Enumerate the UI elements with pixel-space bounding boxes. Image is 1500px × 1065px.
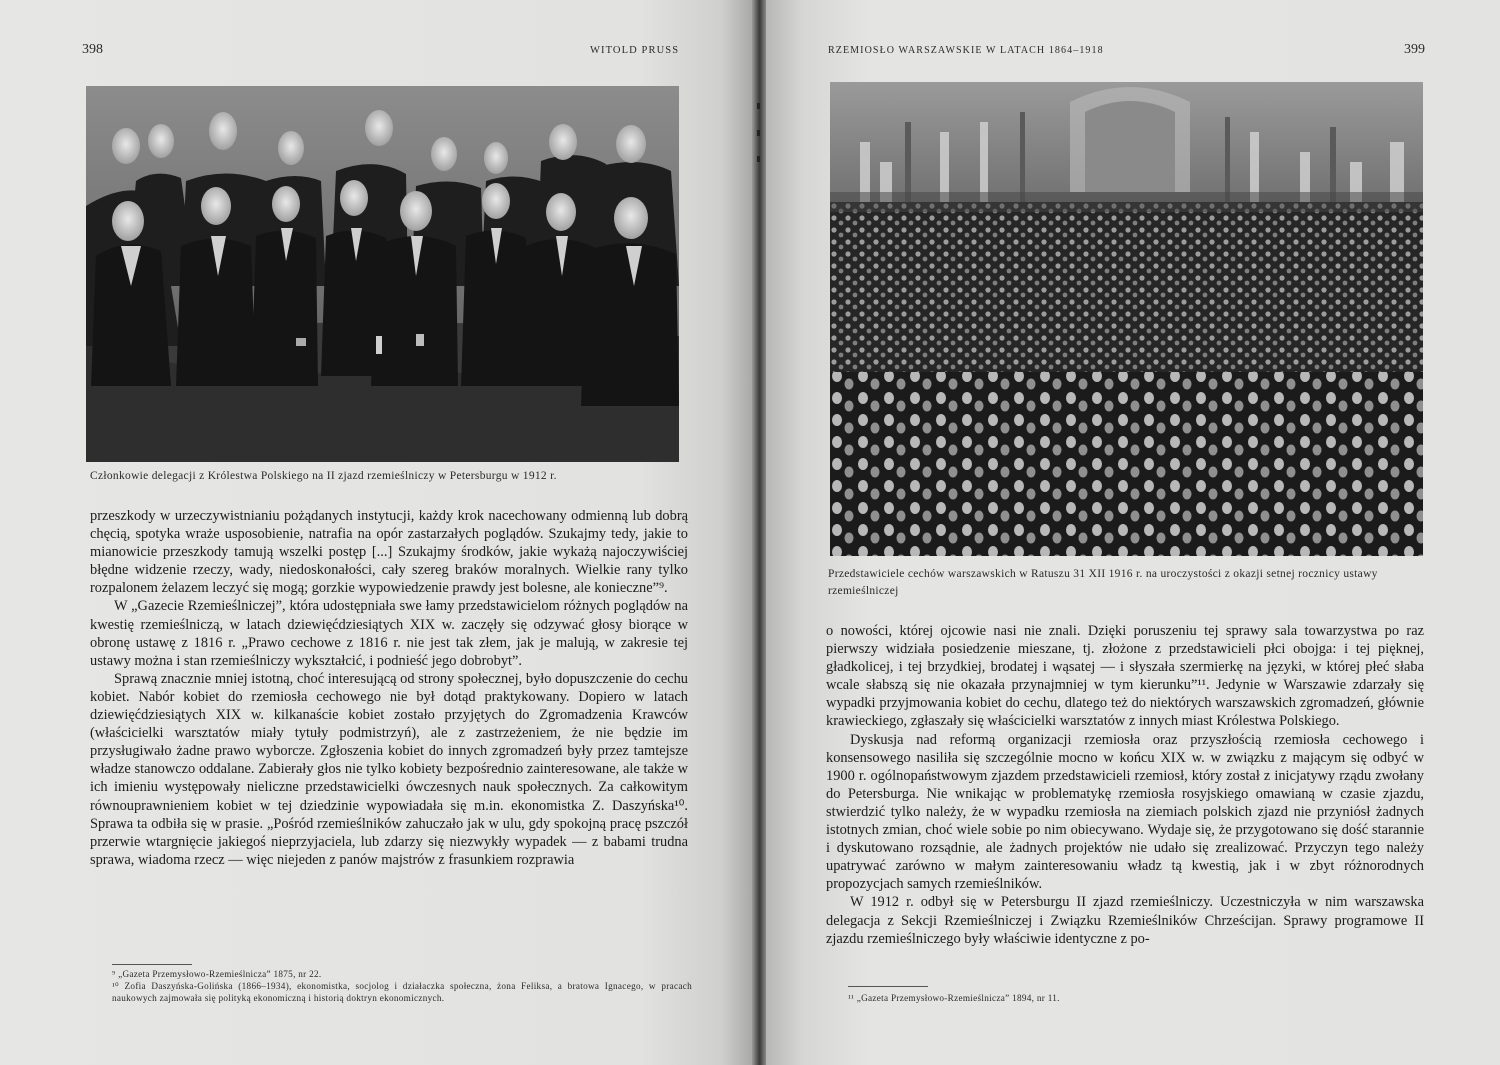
gutter-mark — [757, 103, 760, 109]
page-number-right: 399 — [1404, 42, 1425, 57]
footnotes-right — [848, 992, 1408, 1004]
footnote-rule — [848, 986, 928, 987]
body-text-left — [90, 507, 688, 869]
footnote: ¹⁰ Zofia Daszyńska-Golińska (1866–1934), ekonomistka, socjolog i działaczka społeczna, żona Feliksa, a bratowa Ignacego, w pracach naukowych zajmowała się polityką ekonomiczną i historią doktryn ekonomicznych. — [112, 981, 692, 1003]
paragraph: W 1912 r. odbył się w Petersburgu II zjazd rzemieślniczy. Uczestniczyła w nim warszawska delegacja z Sekcji Rzemieślniczej i Związku Rzemieślników Chrześcijan. Sprawy programowe II zjazdu rzemieślniczego były właściwie identyczne z po- — [826, 894, 1424, 947]
page-number-left: 398 — [82, 42, 103, 57]
footnote: ⁹ „Gazeta Przemysłowo-Rzemieślnicza” 1875, nr 22. — [112, 969, 322, 979]
paragraph: Dyskusja nad reformą organizacji rzemiosła oraz przyszłością rzemiosła cechowego i konsensowego nasiliła się szczególnie mocno w końcu XIX w. w związku z mającym się odbyć w 1900 r. ogólnopaństwowym zjazdem przedstawicieli rzemiosł, który został z inicjatywy rządu zwołany do Petersburga. Nie wnikając w problematykę rzemiosła rosyjskiego omawianą w czasie zjazdu, stwierdzić tylko należy, że w wypadku rzemiosła na ziemiach polskich zjazd nie przyniósł żadnych istotnych zmian, choć wiele sobie po nim obiecywano. Wydaje się, że przygotowano się dość starannie i dyskutowano rozsądnie, ale żadnych projektów nie udało się zrealizować. Przyczyn tego należy upatrywać zarówno w małym zainteresowaniu władz tą kwestią, jak i w zbyt różnorodnych propozycjach samych rzemieślników. — [826, 731, 1424, 893]
running-head-right: RZEMIOSŁO WARSZAWSKIE W LATACH 1864–1918 — [828, 45, 1104, 56]
footnote: ¹¹ „Gazeta Przemysłowo-Rzemieślnicza” 1894, nr 11. — [848, 993, 1060, 1003]
town-hall-photo — [830, 82, 1423, 556]
gutter-mark — [757, 156, 760, 162]
body-text-right — [826, 622, 1424, 948]
delegation-photo — [86, 86, 679, 462]
paragraph: W „Gazecie Rzemieślniczej”, która udostępniała swe łamy przedstawicielom różnych poglądów na kwestię rzemieślniczą, w latach dziewięćdziesiątych XIX w. zaczęły się odzywać głosy biorące w obronę ustawę z 1816 r. „Prawo cechowe z 1816 r. nie jest tak złem, jak je malują, w zakresie tej ustawy można i stan rzemieślniczy wykształcić, i podnieść jego dobrobyt”. — [90, 598, 688, 669]
running-head-left: WITOLD PRUSS — [590, 45, 680, 56]
right-page — [766, 0, 1500, 1065]
paragraph: przeszkody w urzeczywistnianiu pożądanych instytucji, każdy krok nacechowany odmienną lub dobrą chęcią, spotyka wraże usposobienie, natrafia na opór zastarzałych poglądów. Szukajmy tedy, jakie to mianowicie przeszkody tamują wszelki postęp [...] Szukajmy środków, jakie wykażą najoczywiściej błędne widzenie rzeczy, wady, niedoskonałości, cały szereg braków moralnych. Wielkie rany tylko rozpalonem żelazem leczyć się mogą; gorzkie wypowiedzenie prawdy jest bolesne, ale konieczne”⁹. — [90, 508, 688, 597]
paragraph: o nowości, której ojcowie nasi nie znali. Dzięki poruszeniu tej sprawy sala towarzystwa po raz pierwszy widziała posiedzenie mieszane, tj. złożone z przedstawicieli płci obojga: i tej pięknej, gładkolicej, i tej brzydkiej, brodatej i wąsatej — i słyszała szermierkę na języki, w której płeć słaba wcale słabszą się nie okazała przynajmniej w tym kierunku”¹¹. Jedynie w Warszawie zdarzały się wypadki przyjmowania kobiet do cechu, dlatego też do niektórych warszawskich zgromadzeń, głównie krawieckiego, zgłaszały się właścicielki warsztatów z innych miast Królestwa Polskiego. — [826, 623, 1424, 730]
footnote-rule — [112, 964, 192, 965]
gutter-mark — [757, 130, 760, 136]
photo-caption-right: Przedstawiciele cechów warszawskich w Ratuszu 31 XII 1916 r. na uroczystości z okazji setnej rocznicy ustawy rzemieślniczej — [828, 568, 1378, 597]
footnotes-left — [112, 968, 692, 1004]
paragraph: Sprawą znacznie mniej istotną, choć interesującą od strony społecznej, było dopuszczenie do cechu kobiet. Nabór kobiet do rzemiosła cechowego nie był dotąd praktykowany. Dopiero w latach dziewięćdziesiątych XIX w. kilkanaście kobiet zostało przyjętych do Zgromadzenia Krawców (właścicielki warsztatów miały tytuły podmistrzyń), ale z zastrzeżeniem, że nie będzie im przysługiwało żadne prawo wyborcze. Zgłoszenia kobiet do innych zgromadzeń były przez tamtejsze władze stanowczo oddalane. Zabierały głos nie tylko kobiety bezpośrednio zainteresowane, ale także w ich imieniu występowały nieliczne przedstawicielki ówczesnych nauk społecznych. Za całkowitym równouprawnieniem kobiet w tej dziedzinie wypowiadała się m.in. ekonomistka Z. Daszyńska¹⁰. Sprawa ta odbiła się w prasie. „Pośród rzemieślników zahuczało jak w ulu, gdy spokojną pracę pszczół przerwie wtargnięcie jakiegoś nieprzyjaciela, lub zdarzy się niezwykły wypadek — z babami trudna sprawa, wiadoma rzecz — więc niejeden z panów majstrów z frasunkiem rozprawia — [90, 670, 688, 868]
photo-caption-left: Członkowie delegacji z Królestwa Polskiego na II zjazd rzemieślniczy w Petersburgu w 1912 r. — [90, 470, 557, 482]
